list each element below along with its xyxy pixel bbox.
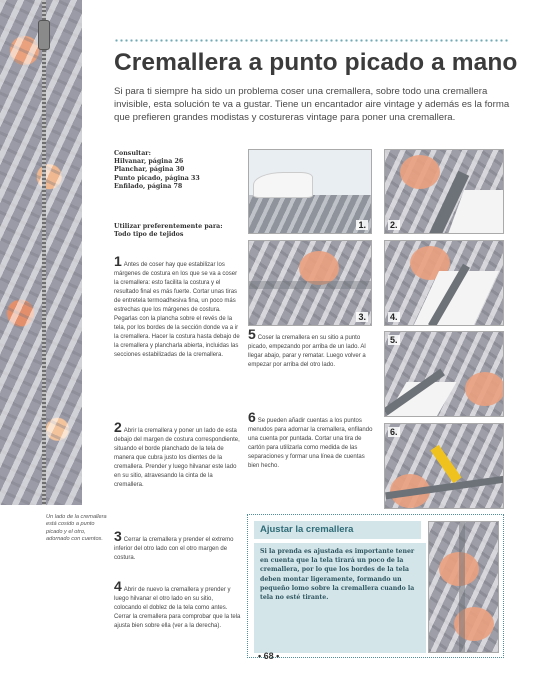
step-text: Abrir de nuevo la cremallera y prender y luego hilvanar el otro lado en su sitio, colocando el doblez de la tela como antes. Cerrar la cremallera para comprobar que la tela ajusta bien sobre ella (ver a la derecha). <box>114 587 241 629</box>
consult-item: Enfilado, página 78 <box>114 182 183 190</box>
consult-list <box>114 150 244 191</box>
step-number: 6 <box>248 409 256 425</box>
dotted-divider <box>114 39 510 42</box>
intro-paragraph: Si para ti siempre ha sido un problema coser una cremallera, sobre todo una cremallera invisible, esta solución te va a gustar. Tiene un encantador aire vintage y además es la forma que prefieren grandes modistas y costureras vintage para poner una cremallera. <box>114 86 510 123</box>
tip-title: Ajustar la cremallera <box>254 521 421 539</box>
step-3 <box>114 528 242 571</box>
tip-box <box>247 514 504 658</box>
cardboard-strip <box>430 445 461 484</box>
step-text: Antes de coser hay que estabilizar los márgenes de costura en los que se va a coser la cremallera: esto facilita la costura y el resultado final es más fuerte. Cortar unas tiras de entretela termoadhesiva fina, un poco más estrechas que los márgenes de costura. Pegarlas con la plancha sobre el revés de la tela, por los bordes de la sección donde va a ir la cremallera. Hacer la costura hasta debajo de la cremallera y plancharla abierta, incluidas las secciones estabilizadas de la cremallera. <box>114 262 240 358</box>
step-number: 2 <box>114 419 122 435</box>
step-number: 3 <box>114 528 122 544</box>
photo-label: 1. <box>358 220 366 230</box>
step-photo-5 <box>384 331 504 417</box>
step-2 <box>114 419 242 524</box>
zipper-stitch-line <box>42 0 46 505</box>
photo-label: 5. <box>390 335 398 345</box>
photo-label: 6. <box>390 427 398 437</box>
step-photo-2 <box>384 149 504 234</box>
photo-label: 4. <box>390 312 398 322</box>
fabric-photo-left <box>0 0 82 505</box>
step-text: Se pueden añadir cuentas a los puntos menudos para adornar la cremallera, enfilando una cuenta por puntada. Cortar una tira de cartón para utilizarla como medida de las separaciones y formar una línea de cuentas bien hecho. <box>248 418 373 469</box>
step-photo-3 <box>248 240 372 326</box>
step-photo-6 <box>384 423 504 509</box>
tip-photo <box>428 521 499 653</box>
step-5 <box>248 326 376 401</box>
photo-label: 2. <box>390 220 398 230</box>
step-text: Cerrar la cremallera y prender el extremo inferior del otro lado con el otro margen de costura. <box>114 537 234 561</box>
iron-icon <box>253 172 313 198</box>
step-6 <box>248 409 376 504</box>
step-number: 1 <box>114 253 122 269</box>
step-number: 5 <box>248 326 256 342</box>
page-title: Cremallera a punto picado a mano <box>114 49 518 76</box>
page-number: • 68 • <box>258 651 280 661</box>
consult-item: Punto picado, página 33 <box>114 174 200 182</box>
step-number: 4 <box>114 578 122 594</box>
use-heading: Utilizar preferentemente para: <box>114 223 223 230</box>
step-1 <box>114 253 242 416</box>
step-text: Abrir la cremallera y poner un lado de esta debajo del margen de costura correspondiente, situando el borde planchado de la tela de manera que cubra justo los dientes de la cremallera. Prender y luego hilvanar este lado en su sitio, atravesando la cinta de la cremallera. <box>114 428 240 488</box>
zipper-pull-icon <box>38 20 50 50</box>
step-text: Coser la cremallera en su sitio a punto picado, empezando por arriba de un lado. Al llegar abajo, parar y rematar. Luego volver a empezar por arriba del otro lado. <box>248 335 366 368</box>
photo-label: 3. <box>358 312 366 322</box>
step-4 <box>114 578 242 661</box>
tip-text: Si la prenda es ajustada es importante tener en cuenta que la tela tirará un poco de la cremallera, por lo que los bordes de la tela deben montar ligeramente, formando un pequeño lomo sobre la cremallera cuando la tela no esté tirante. <box>254 543 426 653</box>
photo-caption: Un lado de la cremallera está cosido a punto picado y el otro, adornado con cuentos. <box>46 514 107 543</box>
consult-heading: Consultar: <box>114 150 151 157</box>
use-value: Todo tipo de tejidos <box>114 231 184 239</box>
step-photo-1 <box>248 149 372 234</box>
consult-item: Planchar, página 30 <box>114 166 185 174</box>
use-block <box>114 223 244 239</box>
step-photo-4 <box>384 240 504 326</box>
consult-item: Hilvanar, página 26 <box>114 158 184 166</box>
